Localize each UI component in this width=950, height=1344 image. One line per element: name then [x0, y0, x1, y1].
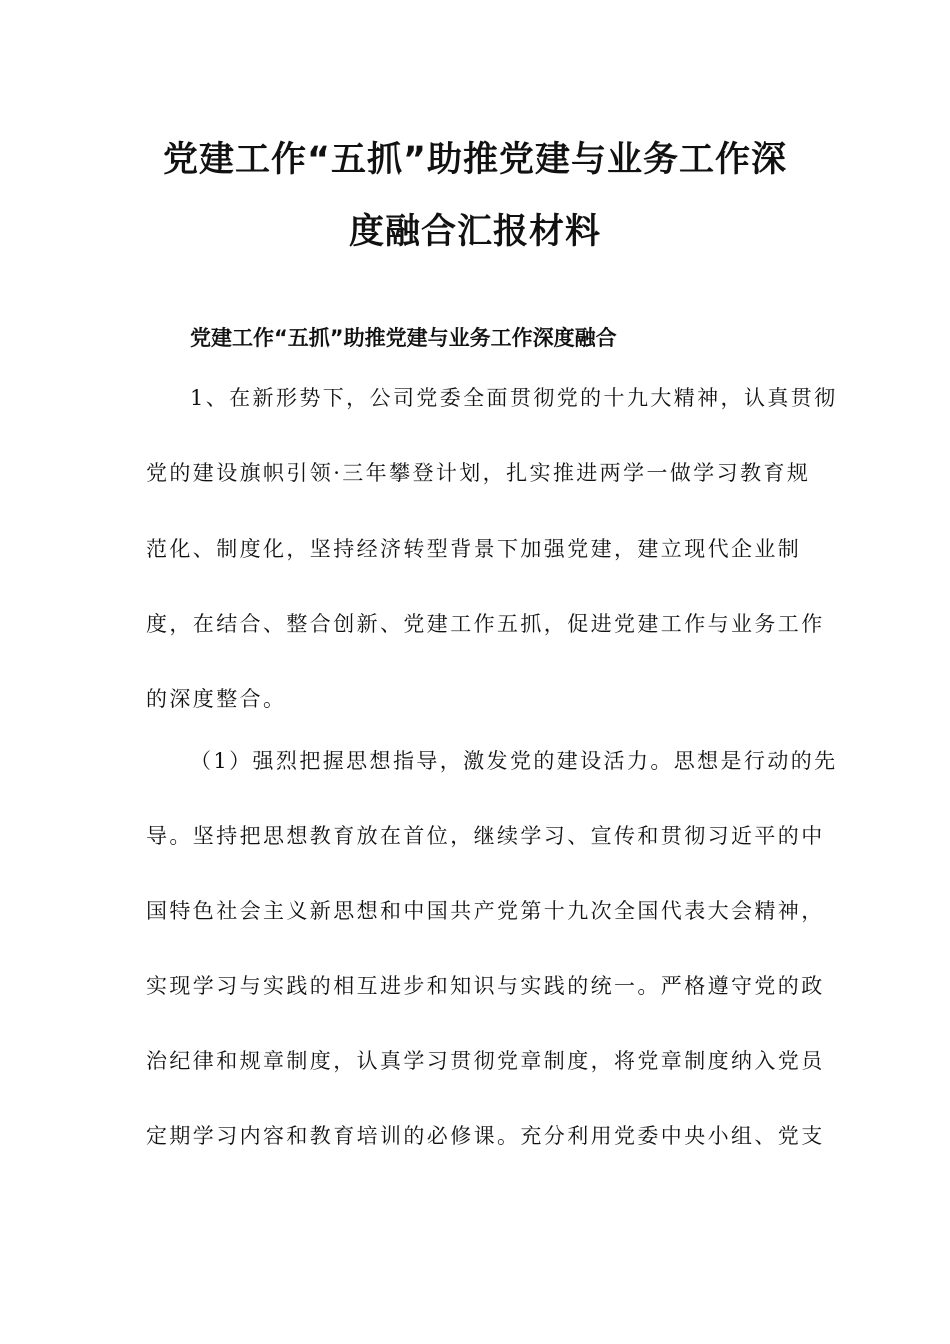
document-title-line-1: 党建工作“五抓”助推党建与业务工作深: [162, 140, 787, 180]
paragraph-1-line-5: 的深度整合。: [146, 687, 287, 711]
paragraph-1-line-2: 党的建设旗帜引领·三年攀登计划，扎实推进两学一做学习教育规: [146, 461, 811, 485]
document-title-line-2: 度融合汇报材料: [348, 212, 601, 252]
paragraph-2-line-1: （1）强烈把握思想指导，激发党的建设活力。思想是行动的先: [190, 749, 838, 773]
paragraph-2-line-5: 治纪律和规章制度，认真学习贯彻党章制度，将党章制度纳入党员: [146, 1049, 825, 1073]
paragraph-1-line-1: 1、在新形势下，公司党委全面贯彻党的十九大精神，认真贯彻: [190, 386, 838, 410]
section-heading: 党建工作“五抓”助推党建与业务工作深度融合: [190, 326, 617, 350]
paragraph-2-line-2: 导。坚持把思想教育放在首位，继续学习、宣传和贯彻习近平的中: [146, 824, 825, 848]
paragraph-1-line-4: 度，在结合、整合创新、党建工作五抓，促进党建工作与业务工作: [146, 612, 825, 636]
paragraph-2-line-6: 定期学习内容和教育培训的必修课。充分利用党委中央小组、党支: [146, 1124, 825, 1148]
paragraph-2-line-4: 实现学习与实践的相互进步和知识与实践的统一。严格遵守党的政: [146, 974, 825, 998]
paragraph-2-line-3: 国特色社会主义新思想和中国共产党第十九次全国代表大会精神，: [146, 899, 825, 923]
paragraph-1-line-3: 范化、制度化，坚持经济转型背景下加强党建，建立现代企业制: [146, 537, 802, 561]
